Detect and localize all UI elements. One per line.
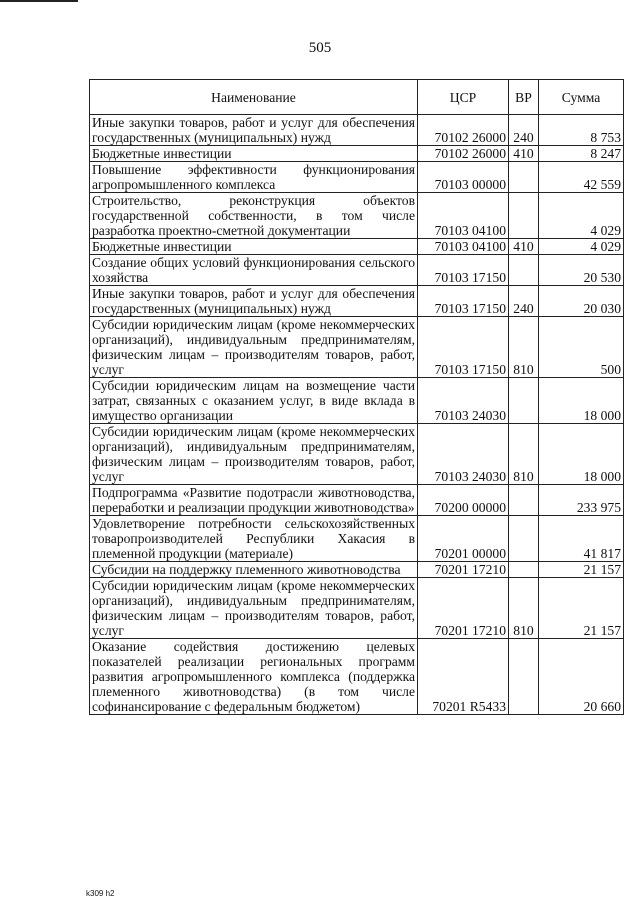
row-name: Бюджетные инвестиции xyxy=(90,146,418,162)
row-name: Субсидии юридическим лицам (кроме некоммерческих организаций), индивидуальным предпринимателям, физическим лицам – производителям товаров, работ, услуг xyxy=(90,424,418,485)
row-csr: 70103 04100 xyxy=(418,193,509,239)
table-row xyxy=(90,639,624,715)
table-row xyxy=(90,578,624,639)
row-vr: 240 xyxy=(509,115,539,146)
row-vr xyxy=(509,639,539,715)
row-csr: 70200 00000 xyxy=(418,485,509,516)
row-name: Строительство, реконструкция объектов государственной собственности, в том числе разработка проектно-сметной документации xyxy=(90,193,418,239)
row-sum: 21 157 xyxy=(539,562,624,578)
row-name: Субсидии юридическим лицам на возмещение части затрат, связанных с оказанием услуг, в виде вклада в имущество организации xyxy=(90,378,418,424)
row-sum: 21 157 xyxy=(539,578,624,639)
row-csr: 70103 04100 xyxy=(418,239,509,255)
table-row xyxy=(90,146,624,162)
table-row xyxy=(90,239,624,255)
row-name: Повышение эффективности функционирования агропромышленного комплекса xyxy=(90,162,418,193)
row-vr: 410 xyxy=(509,239,539,255)
row-vr: 810 xyxy=(509,578,539,639)
table-row xyxy=(90,162,624,193)
header-vr: ВР xyxy=(509,80,539,115)
row-name: Подпрограмма «Развитие подотрасли животноводства, переработки и реализации продукции животноводства» xyxy=(90,485,418,516)
table-body xyxy=(90,115,624,715)
row-vr: 240 xyxy=(509,286,539,317)
row-vr xyxy=(509,255,539,286)
row-csr: 70103 24030 xyxy=(418,424,509,485)
row-vr xyxy=(509,485,539,516)
table-row xyxy=(90,485,624,516)
header-sum: Сумма xyxy=(539,80,624,115)
row-sum: 20 530 xyxy=(539,255,624,286)
table-row xyxy=(90,516,624,562)
table-row xyxy=(90,255,624,286)
row-vr xyxy=(509,562,539,578)
row-csr: 70103 17150 xyxy=(418,255,509,286)
row-csr: 70201 R5433 xyxy=(418,639,509,715)
row-sum: 42 559 xyxy=(539,162,624,193)
page-number: 505 xyxy=(308,40,332,56)
row-name: Субсидии юридическим лицам (кроме некоммерческих организаций), индивидуальным предпринимателям, физическим лицам – производителям товаров, работ, услуг xyxy=(90,578,418,639)
row-name: Субсидии на поддержку племенного животноводства xyxy=(90,562,418,578)
row-name: Оказание содействия достижению целевых показателей реализации региональных программ развития агропромышленного комплекса (поддержка племенного животноводства) (в том числе софинансирование с федеральным бюджетом) xyxy=(90,639,418,715)
row-vr: 810 xyxy=(509,317,539,378)
row-csr: 70103 17150 xyxy=(418,317,509,378)
row-name: Иные закупки товаров, работ и услуг для обеспечения государственных (муниципальных) нужд xyxy=(90,286,418,317)
row-sum: 8 247 xyxy=(539,146,624,162)
table-row xyxy=(90,317,624,378)
row-csr: 70201 17210 xyxy=(418,578,509,639)
table-header-row xyxy=(90,80,624,115)
top-rule xyxy=(0,0,78,2)
row-sum: 500 xyxy=(539,317,624,378)
row-sum: 18 000 xyxy=(539,424,624,485)
table-row xyxy=(90,286,624,317)
table-row xyxy=(90,562,624,578)
row-vr xyxy=(509,516,539,562)
row-vr xyxy=(509,162,539,193)
row-vr xyxy=(509,378,539,424)
header-name: Наименование xyxy=(90,80,418,115)
row-name: Создание общих условий функционирования сельского хозяйства xyxy=(90,255,418,286)
row-csr: 70102 26000 xyxy=(418,146,509,162)
row-vr xyxy=(509,193,539,239)
row-sum: 41 817 xyxy=(539,516,624,562)
row-sum: 20 660 xyxy=(539,639,624,715)
row-name: Бюджетные инвестиции xyxy=(90,239,418,255)
row-name: Иные закупки товаров, работ и услуг для обеспечения государственных (муниципальных) нужд xyxy=(90,115,418,146)
row-csr: 70102 26000 xyxy=(418,115,509,146)
table-row xyxy=(90,115,624,146)
table-row xyxy=(90,424,624,485)
header-csr: ЦСР xyxy=(418,80,509,115)
row-csr: 70201 00000 xyxy=(418,516,509,562)
footer-code: k309 h2 xyxy=(86,889,115,898)
row-csr: 70103 00000 xyxy=(418,162,509,193)
table-row xyxy=(90,193,624,239)
row-sum: 18 000 xyxy=(539,378,624,424)
row-name: Удовлетворение потребности сельскохозяйственных товаропроизводителей Республики Хакасия в племенной продукции (материале) xyxy=(90,516,418,562)
row-vr: 810 xyxy=(509,424,539,485)
row-csr: 70103 24030 xyxy=(418,378,509,424)
row-name: Субсидии юридическим лицам (кроме некоммерческих организаций), индивидуальным предпринимателям, физическим лицам – производителям товаров, работ, услуг xyxy=(90,317,418,378)
row-sum: 20 030 xyxy=(539,286,624,317)
row-sum: 4 029 xyxy=(539,239,624,255)
row-vr: 410 xyxy=(509,146,539,162)
row-sum: 8 753 xyxy=(539,115,624,146)
row-csr: 70103 17150 xyxy=(418,286,509,317)
table-row xyxy=(90,378,624,424)
budget-table xyxy=(89,79,624,715)
row-csr: 70201 17210 xyxy=(418,562,509,578)
row-sum: 233 975 xyxy=(539,485,624,516)
row-sum: 4 029 xyxy=(539,193,624,239)
